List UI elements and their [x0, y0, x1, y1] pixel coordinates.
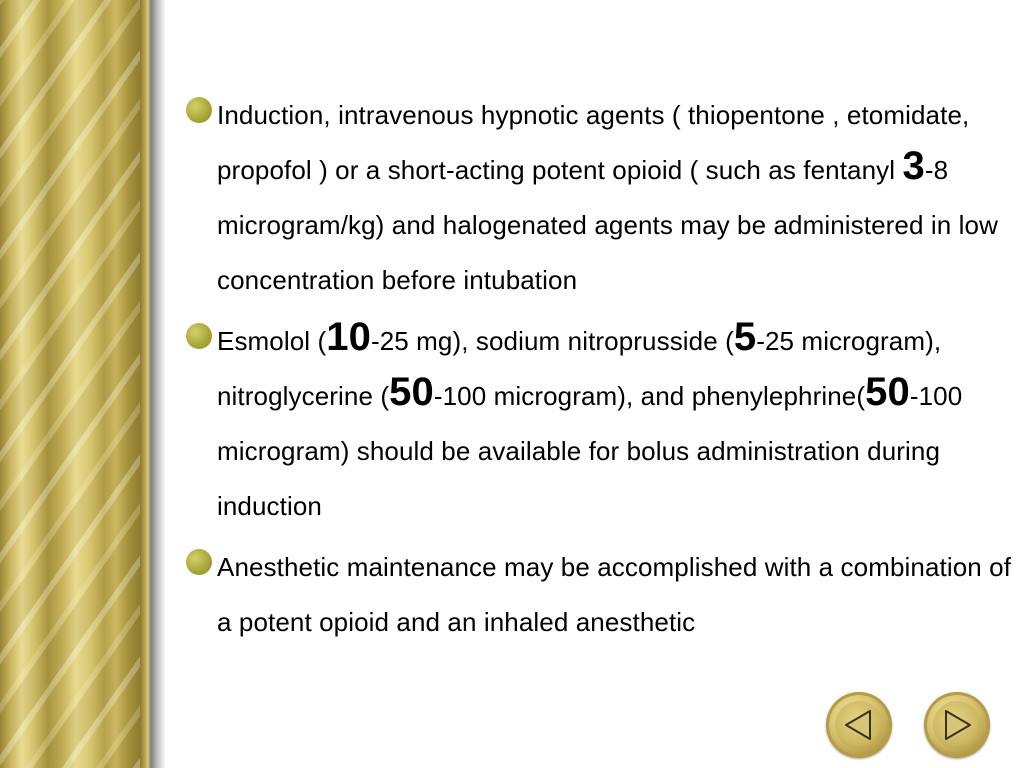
- emphasized-number: 10: [326, 315, 371, 359]
- bullet-text: [217, 88, 1016, 308]
- bullet-dot-icon: [186, 323, 212, 349]
- next-slide-button[interactable]: [924, 692, 990, 758]
- bullet-dot-icon: [186, 97, 212, 123]
- bullet-item: [186, 540, 1016, 650]
- bullet-text: [217, 314, 1016, 534]
- emphasized-number: 50: [389, 370, 434, 414]
- emphasized-number: 5: [733, 315, 757, 359]
- bullet-dot-icon: [186, 549, 212, 575]
- triangle-right-icon: [924, 692, 990, 758]
- bullet-text-segment: -100 microgram) should be available for bolus administration during induction: [217, 381, 963, 521]
- bullet-item: [186, 314, 1016, 534]
- bullet-text-segment: Anesthetic maintenance may be accomplished with a combination of a potent opioid and an inhaled anesthetic: [217, 552, 1012, 637]
- bullet-text-segment: -25 mg), sodium nitroprusside (: [370, 326, 734, 356]
- emphasized-number: 3: [902, 144, 925, 188]
- band-shadow-edge: [140, 0, 166, 768]
- triangle-left-icon: [826, 692, 892, 758]
- bullet-text-segment: -100 microgram), and phenylephrine(: [433, 381, 866, 411]
- previous-slide-button[interactable]: [826, 692, 892, 758]
- bullet-text: [217, 540, 1016, 650]
- bullet-text-segment: -8 microgram/kg) and halogenated agents may be administered in low concentration before intubation: [217, 155, 998, 295]
- decorative-gold-band: [0, 0, 140, 768]
- bullet-text-segment: Induction, intravenous hypnotic agents ( thiopentone , etomidate, propofol ) or a short-acting potent opioid ( such as fentanyl: [217, 100, 970, 185]
- bullet-item: [186, 88, 1016, 308]
- bullet-text-segment: Esmolol (: [217, 326, 327, 356]
- emphasized-number: 50: [865, 370, 910, 414]
- bullet-text-segment: -25 microgram), nitroglycerine (: [217, 326, 942, 411]
- bullet-list: [186, 88, 1016, 656]
